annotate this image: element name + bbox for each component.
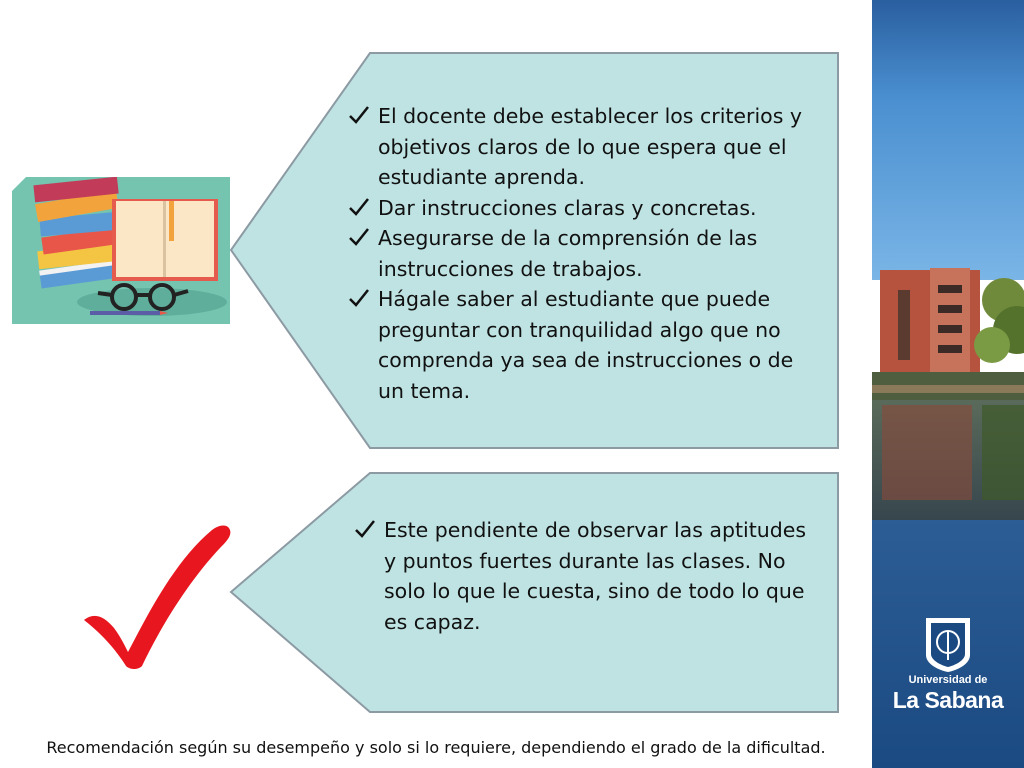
- checkmark-bullet-icon: [348, 284, 370, 312]
- criteria-list: [348, 101, 818, 406]
- slide-caption: Recomendación según su desempeño y solo si lo requiere, dependiendo el grado de la dificultad.: [46, 738, 826, 757]
- list-item-text: Asegurarse de la comprensión de las instrucciones de trabajos.: [378, 226, 758, 281]
- books-illustration: [12, 177, 230, 324]
- list-item: [348, 284, 818, 406]
- list-item-text: El docente debe establecer los criterios y objetivos claros de lo que espera que el estudiante aprenda.: [378, 104, 803, 189]
- list-item-text: Hágale saber al estudiante que puede preguntar con tranquilidad algo que no comprenda ya sea de instrucciones o de un tema.: [378, 287, 794, 403]
- checkmark-bullet-icon: [348, 101, 370, 129]
- list-item: [354, 515, 814, 637]
- logo-line2: La Sabana: [892, 687, 1004, 713]
- criteria-list-box: [348, 101, 818, 406]
- list-item: [348, 223, 818, 284]
- checkmark-bullet-icon: [354, 515, 376, 543]
- logo-line1: Universidad de: [908, 674, 988, 686]
- checkmark-bullet-icon: [348, 223, 370, 251]
- list-item: [348, 193, 818, 224]
- red-checkmark-icon: [80, 520, 232, 670]
- university-logo: [872, 608, 1024, 714]
- list-item-text: Dar instrucciones claras y concretas.: [378, 195, 757, 220]
- list-item-text: Este pendiente de observar las aptitudes y puntos fuertes durante las clases. No solo lo que le cuesta, sino de todo lo que es capaz.: [384, 518, 807, 634]
- list-item: [348, 101, 818, 193]
- checkmark-bullet-icon: [348, 193, 370, 221]
- aptitudes-list: [354, 515, 814, 637]
- aptitudes-box: [354, 515, 814, 637]
